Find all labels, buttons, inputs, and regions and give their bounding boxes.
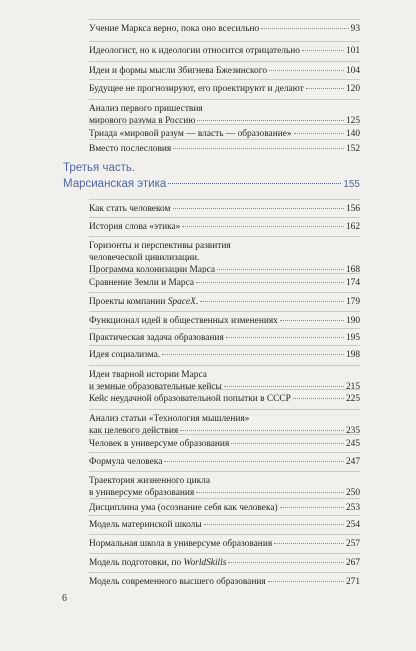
dot-leader xyxy=(226,337,344,338)
toc-entry-title: Будущее не прогнозируют, его проектируют и делают xyxy=(89,84,304,94)
dot-leader xyxy=(274,543,344,544)
dot-leader xyxy=(268,581,344,582)
toc-entry-title: человеческой цивилизации. xyxy=(89,253,200,263)
toc-page-number: 179 xyxy=(345,297,360,307)
toc-entry xyxy=(89,273,360,289)
toc-entry-title: Идеи тварной истории Марса xyxy=(89,370,207,380)
toc-page-number: 168 xyxy=(345,265,360,275)
toc-entry-title: Дисциплина ума (осознание себя как человека) xyxy=(89,503,278,513)
toc-entry-title: Проекты компании SpaceX. xyxy=(89,297,199,307)
toc-entry-title: Кейс неудачной образовательной попытки в СССР xyxy=(89,394,291,404)
toc-entry xyxy=(89,534,360,550)
toc-entry-title: Горизонты и перспективы развития xyxy=(89,241,231,251)
dot-leader xyxy=(168,183,341,184)
toc-entry xyxy=(89,311,360,327)
toc-entry xyxy=(89,498,360,514)
dot-leader xyxy=(231,443,344,444)
toc-page-number: 245 xyxy=(345,439,360,449)
toc-page-number: 125 xyxy=(345,116,360,126)
toc-page-number: 225 xyxy=(345,394,360,404)
toc-entry xyxy=(89,124,360,140)
dot-leader xyxy=(173,148,344,149)
toc-entry xyxy=(89,515,360,531)
dot-leader xyxy=(261,28,348,29)
toc-page-number: 235 xyxy=(345,426,360,436)
toc-entry xyxy=(89,553,360,569)
toc-entry-title: Человек в универсуме образования xyxy=(89,439,230,449)
dot-leader xyxy=(200,301,344,302)
toc-entry-title: Идеологист, но к идеологии относится отрицательно xyxy=(89,46,300,56)
toc-entry-title: Учение Маркса верно, пока оно всесильно xyxy=(89,24,260,34)
toc-entry-title: и земные образовательные кейсы xyxy=(89,382,222,392)
toc-entry xyxy=(89,389,360,405)
dot-leader xyxy=(306,88,344,89)
dot-leader xyxy=(302,50,344,51)
toc-entry xyxy=(89,572,360,588)
toc-entry-title: Анализ статьи «Технология мышления» xyxy=(89,414,250,424)
toc-entry xyxy=(89,139,360,155)
dot-leader xyxy=(173,208,344,209)
toc-page-number: 174 xyxy=(345,278,360,288)
toc-entry-title: в универсуме образования xyxy=(89,488,195,498)
toc-entry-title: Анализ первого пришествия xyxy=(89,104,203,114)
toc-entry xyxy=(89,217,360,233)
toc-page-number: 215 xyxy=(345,382,360,392)
toc-page-number: 104 xyxy=(345,66,360,76)
dot-leader xyxy=(164,461,344,462)
toc-page-number: 257 xyxy=(345,539,360,549)
toc-entry-title: мирового разума в Россию xyxy=(89,116,196,126)
toc-entry-title: Сравнение Земли и Марса xyxy=(89,278,195,288)
toc-entry xyxy=(89,99,360,127)
toc-entry xyxy=(89,236,360,276)
dot-leader xyxy=(224,386,344,387)
dot-leader xyxy=(293,398,344,399)
dot-leader xyxy=(162,354,344,355)
toc-entry-title: Модель подготовки, по WorldSkills xyxy=(89,558,227,568)
toc-page-number: 198 xyxy=(345,350,360,360)
dot-leader xyxy=(197,120,344,121)
dot-leader xyxy=(196,492,344,493)
toc-entry-title: Модель современного высшего образования xyxy=(89,577,266,587)
toc-page-number: 247 xyxy=(345,457,360,467)
toc-entry-title: Функционал идей в общественных изменениях xyxy=(89,316,278,326)
toc-entry-title: История слова «этика» xyxy=(89,222,181,232)
toc-entry xyxy=(89,61,360,77)
dot-leader xyxy=(182,226,344,227)
toc-page-number: 190 xyxy=(345,316,360,326)
toc-entry xyxy=(89,199,360,215)
part-heading xyxy=(63,160,360,193)
toc-entry xyxy=(89,328,360,344)
toc-entry-title: Формула человека xyxy=(89,457,163,467)
toc-entry xyxy=(89,79,360,95)
toc-page-number: 267 xyxy=(345,558,360,568)
dot-leader xyxy=(196,282,344,283)
toc-entry xyxy=(89,41,360,57)
toc-page-number: 162 xyxy=(345,222,360,232)
part-page-number: 155 xyxy=(343,179,360,190)
toc-entry-title: Триада «мировой разум — власть — образование» xyxy=(89,129,292,139)
toc-page-number: 250 xyxy=(345,488,360,498)
toc-page-number: 140 xyxy=(345,129,360,139)
toc-page-number: 271 xyxy=(345,577,360,587)
dot-leader xyxy=(294,133,344,134)
part-title: Марсианская этика xyxy=(63,178,167,190)
toc-entry xyxy=(89,292,360,308)
toc-entry xyxy=(89,345,360,361)
page-number: 6 xyxy=(62,593,67,604)
toc-entry xyxy=(89,471,360,499)
toc-entry-title: как целевого действия xyxy=(89,426,179,436)
toc-entry-title: Идеи и формы мысли Збигнева Бжезинского xyxy=(89,66,268,76)
toc-entry xyxy=(89,19,360,35)
part-label: Третья часть. xyxy=(63,162,136,174)
toc-entry-title: Вместо послесловия xyxy=(89,144,172,154)
toc-entry xyxy=(89,434,360,450)
toc-page-number: 156 xyxy=(345,204,360,214)
toc-page-number: 120 xyxy=(345,84,360,94)
dot-leader xyxy=(280,507,344,508)
dot-leader xyxy=(217,269,344,270)
dot-leader xyxy=(269,70,344,71)
toc-entry-title: Траектория жизненного цикла xyxy=(89,476,210,486)
toc-page-number: 93 xyxy=(350,24,360,34)
dot-leader xyxy=(228,562,344,563)
toc-page-number: 254 xyxy=(345,520,360,530)
dot-leader xyxy=(204,524,344,525)
toc-entry xyxy=(89,409,360,437)
toc-entry-title: Нормальная школа в универсуме образования xyxy=(89,539,273,549)
toc-page-number: 101 xyxy=(345,46,360,56)
toc-entry-title: Модель материнской школы xyxy=(89,520,202,530)
toc-entry xyxy=(89,452,360,468)
toc-page-number: 152 xyxy=(345,144,360,154)
toc-entry-title: Практическая задача образования xyxy=(89,333,224,343)
toc-entry-title: Программа колонизации Марса xyxy=(89,265,216,275)
toc-page-number: 253 xyxy=(345,503,360,513)
toc-entry-title: Как стать человеком xyxy=(89,204,171,214)
toc-entry-title: Идея социализма. xyxy=(89,350,161,360)
toc-page-number: 195 xyxy=(345,333,360,343)
dot-leader xyxy=(180,430,344,431)
dot-leader xyxy=(280,320,344,321)
